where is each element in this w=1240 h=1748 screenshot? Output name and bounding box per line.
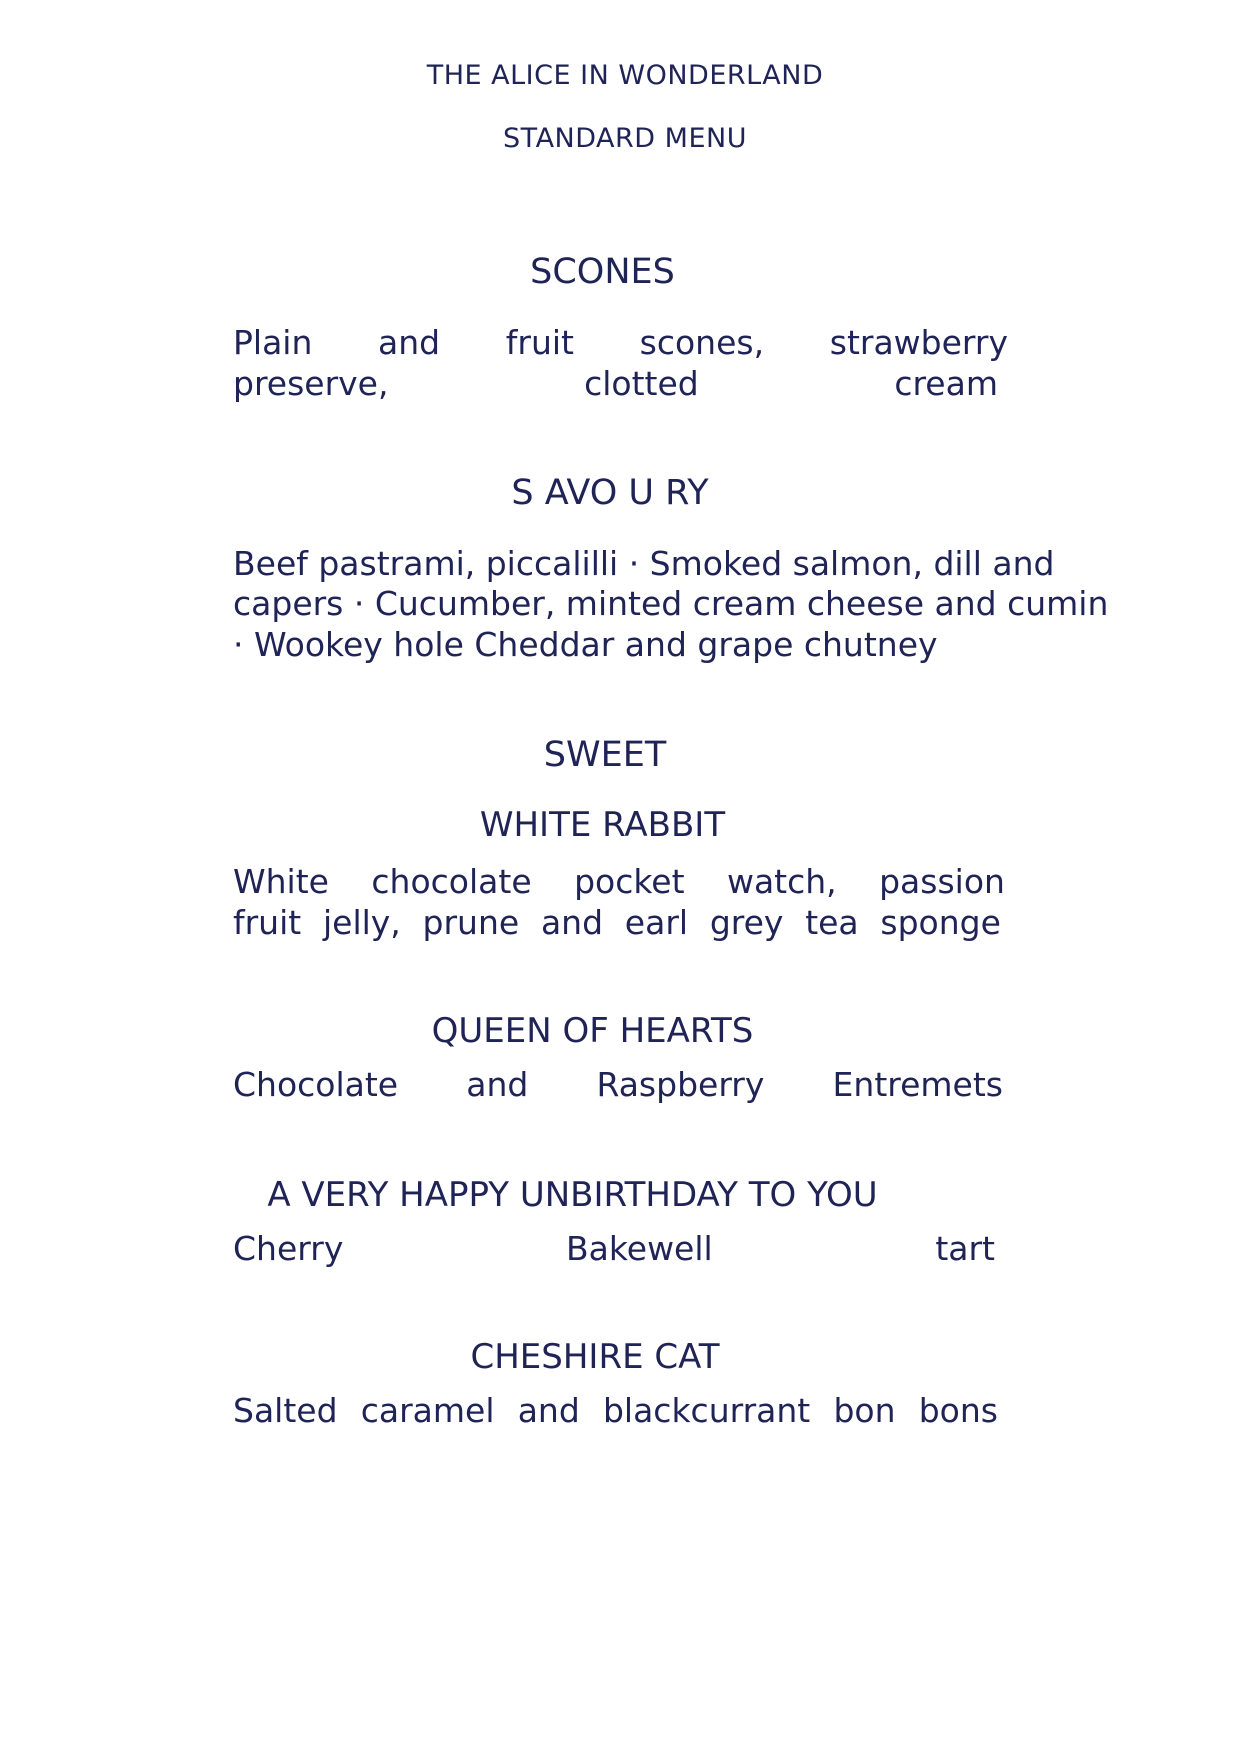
white-rabbit-description-line-1 [233, 862, 1005, 901]
word: and [517, 1391, 580, 1430]
word: tea [805, 903, 859, 942]
white-rabbit-description-line-2 [233, 903, 1001, 942]
word: fruit [233, 903, 302, 942]
section-heading-sweet: SWEET [543, 735, 667, 775]
word: chocolate [371, 862, 532, 901]
word: caramel [360, 1391, 495, 1430]
word: Cherry [233, 1229, 344, 1268]
word: and [466, 1065, 529, 1104]
item-name-unbirthday: A VERY HAPPY UNBIRTHDAY TO YOU [267, 1175, 878, 1215]
item-name-queen-of-hearts: QUEEN OF HEARTS [431, 1011, 754, 1051]
word: cream [894, 364, 998, 403]
item-name-white-rabbit: WHITE RABBIT [479, 805, 726, 845]
word: blackcurrant [602, 1391, 811, 1430]
word: clotted [584, 364, 699, 403]
word: preserve, [233, 364, 389, 403]
savoury-description-line-1: Beef pastrami, piccalilli · Smoked salmon, dill and [233, 544, 1055, 583]
word: earl [624, 903, 689, 942]
word: grey [709, 903, 784, 942]
savoury-description-line-2: capers · Cucumber, minted cream cheese and cumin [233, 584, 1109, 623]
queen-of-hearts-description [233, 1065, 1003, 1104]
scones-description-line-2 [233, 364, 998, 403]
word: jelly, [322, 903, 401, 942]
word: Salted [233, 1391, 338, 1430]
word: sponge [880, 903, 1001, 942]
section-heading-scones: SCONES [530, 252, 675, 292]
word: watch, [726, 862, 837, 901]
word: White [233, 862, 329, 901]
cheshire-cat-description [233, 1391, 998, 1430]
word: bon [833, 1391, 896, 1430]
word: tart [935, 1229, 995, 1268]
word: Bakewell [565, 1229, 713, 1268]
word: strawberry [829, 323, 1008, 362]
word: scones, [639, 323, 765, 362]
item-name-cheshire-cat: CHESHIRE CAT [470, 1337, 720, 1377]
word: and [378, 323, 441, 362]
word: passion [879, 862, 1005, 901]
restaurant-name: THE ALICE IN WONDERLAND [426, 60, 824, 91]
word: Raspberry [596, 1065, 765, 1104]
word: bons [918, 1391, 998, 1430]
word: fruit [505, 323, 574, 362]
word: and [540, 903, 604, 942]
word: Entremets [832, 1065, 1003, 1104]
unbirthday-description [233, 1229, 995, 1268]
word: pocket [574, 862, 685, 901]
scones-description-line-1 [233, 323, 1008, 362]
word: Plain [233, 323, 313, 362]
word: prune [422, 903, 520, 942]
section-heading-savoury: S AVO U RY [511, 473, 709, 513]
savoury-description-line-3: · Wookey hole Cheddar and grape chutney [233, 625, 938, 664]
word: Chocolate [233, 1065, 399, 1104]
menu-type: STANDARD MENU [503, 123, 747, 154]
